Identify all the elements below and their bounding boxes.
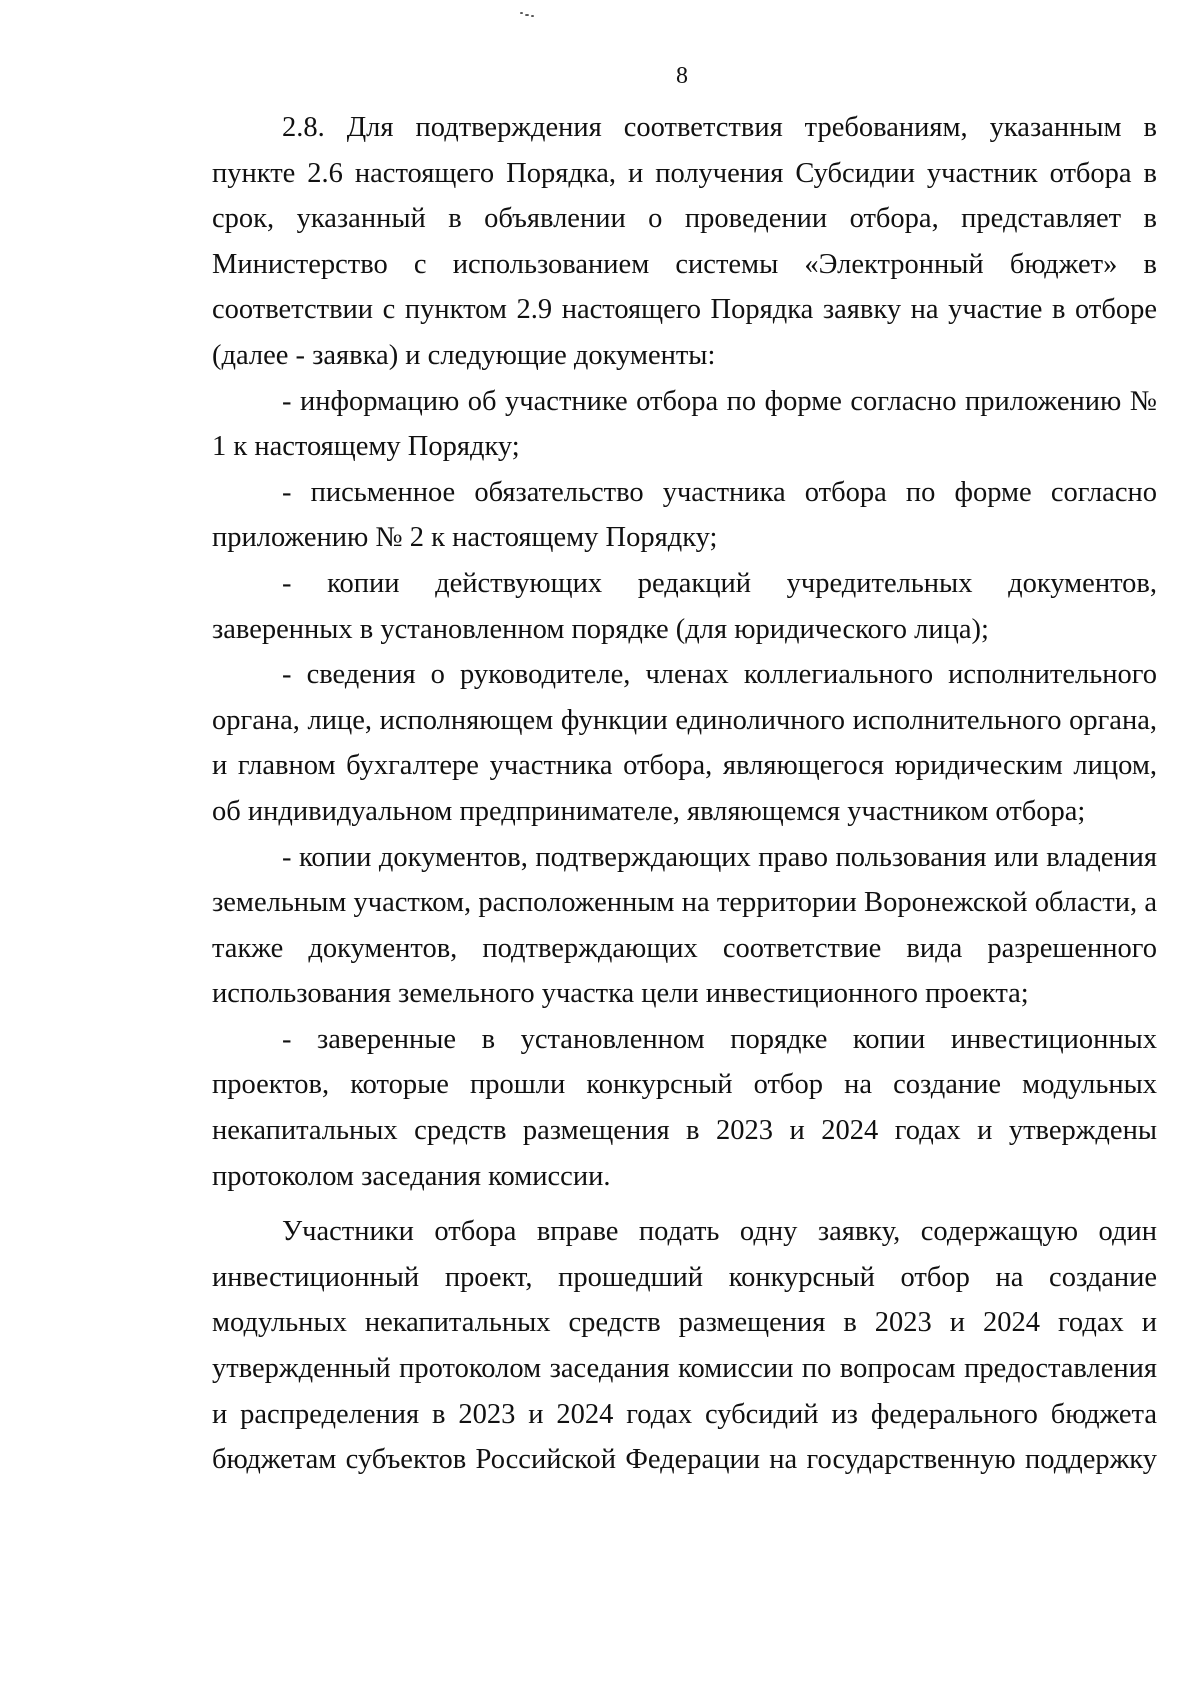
paragraph-one-application: Участники отбора вправе подать одну заявку, содержащую один инвестиционный проект, прошедший конкурсный отбор на создание модульных некапитальных средств размещения в 2023 и 2024 годах и утвержденный протоколом заседания комиссии по вопросам предоставления и распределения в 2023 и 2024 годах субсидий из федерального бюджета бюджетам субъектов Российской Федерации на государственную поддержку xyxy=(212,1216,1157,1476)
list-item-participant-info: - информацию об участнике отбора по форме согласно приложению № 1 к настоящему Порядку; xyxy=(212,385,1157,463)
page-number: 8 xyxy=(676,63,688,89)
scan-artifact xyxy=(520,10,540,18)
list-item-investment-projects: - заверенные в установленном порядке копии инвестиционных проектов, которые прошли конкурсный отбор на создание модульных некапитальных средств размещения в 2023 и 2024 годах и утверждены протоколом заседания комиссии. xyxy=(212,1023,1157,1192)
list-item-management-info: - сведения о руководителе, членах коллегиального исполнительного органа, лице, исполняющем функции единоличного исполнительного органа, и главном бухгалтере участника отбора, являющегося юридическим лицом, об индивидуальном предпринимателе, являющемся участником отбора; xyxy=(212,659,1157,827)
scan-speck xyxy=(525,14,529,16)
paragraph-2-8: 2.8. Для подтверждения соответствия требованиям, указанным в пункте 2.6 настоящего Порядка, и получения Субсидии участник отбора в срок, указанный в объявлении о проведении отбора, представляет в Министерство с использованием системы «Электронный бюджет» в соответствии с пунктом 2.9 настоящего Порядка заявку на участие в отборе (далее - заявка) и следующие документы: xyxy=(212,112,1157,371)
list-item-founding-documents: - копии действующих редакций учредительных документов, заверенных в установленном порядке (для юридического лица); xyxy=(212,567,1157,645)
list-item-land-documents: - копии документов, подтверждающих право пользования или владения земельным участком, расположенным на территории Воронежской области, а также документов, подтверждающих соответствие вида разрешенного использования земельного участка цели инвестиционного проекта; xyxy=(212,841,1157,1010)
list-item-written-obligation: - письменное обязательство участника отбора по форме согласно приложению № 2 к настоящему Порядку; xyxy=(212,476,1157,554)
scan-speck xyxy=(531,15,534,17)
scan-speck xyxy=(520,12,523,14)
document-body xyxy=(212,105,1157,1483)
